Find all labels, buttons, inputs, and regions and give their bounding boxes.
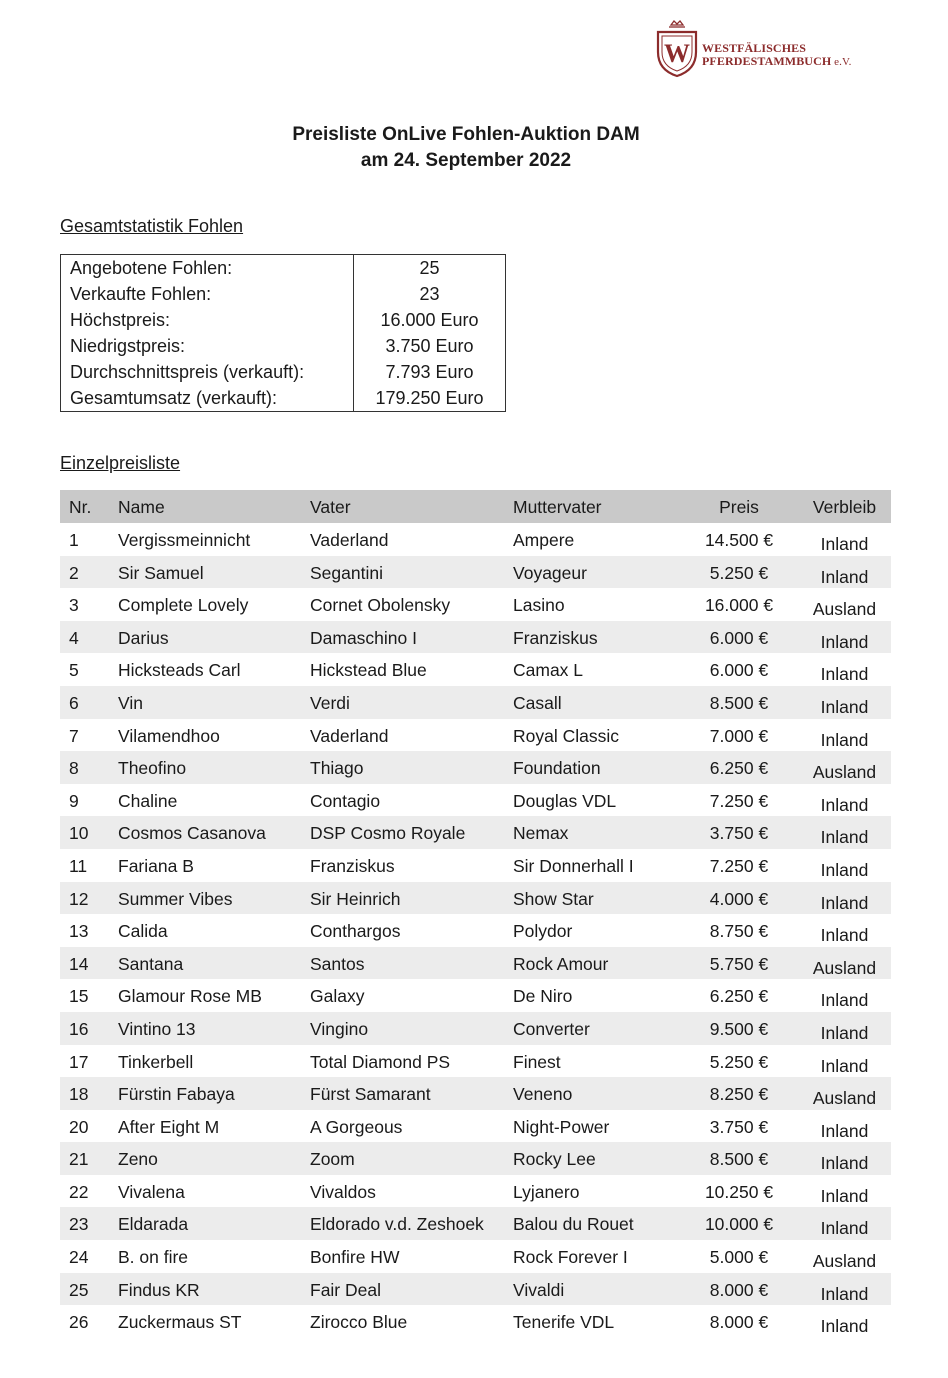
cell-preis: 6.000 € bbox=[709, 660, 769, 681]
col-verbleib: Verbleib bbox=[812, 497, 877, 517]
cell-verbleib: Inland bbox=[820, 1218, 869, 1239]
cell-verbleib: Inland bbox=[820, 1120, 869, 1141]
cell-verbleib: Inland bbox=[820, 827, 869, 848]
cell-name: Calida bbox=[118, 921, 168, 942]
cell-nr: 6 bbox=[69, 692, 79, 713]
cell-preis: 16.000 € bbox=[704, 595, 774, 616]
cell-preis: 8.000 € bbox=[709, 1312, 769, 1333]
cell-name: Vivalena bbox=[118, 1181, 185, 1202]
cell-name: Vintino 13 bbox=[118, 1018, 196, 1039]
table-row bbox=[60, 816, 891, 849]
table-row bbox=[60, 1142, 891, 1175]
table-row bbox=[60, 1077, 891, 1110]
stats-value: 25 bbox=[419, 258, 440, 278]
cell-name: Hicksteads Carl bbox=[118, 660, 241, 681]
cell-verbleib: Inland bbox=[820, 729, 869, 750]
cell-name: Vin bbox=[118, 692, 143, 713]
cell-preis: 10.250 € bbox=[704, 1181, 774, 1202]
cell-muttervater: Show Star bbox=[513, 888, 594, 909]
table-row bbox=[60, 1305, 891, 1338]
price-table bbox=[60, 490, 891, 1338]
cell-vater: Segantini bbox=[310, 562, 383, 583]
logo-line1: WESTFÄLISCHES bbox=[702, 41, 807, 55]
table-row bbox=[60, 1240, 891, 1273]
stats-row bbox=[61, 281, 506, 307]
cell-name: Summer Vibes bbox=[118, 888, 233, 909]
col-preis: Preis bbox=[719, 497, 759, 517]
cell-muttervater: Rock Amour bbox=[513, 953, 609, 974]
cell-muttervater: Lasino bbox=[513, 595, 565, 616]
cell-name: Cosmos Casanova bbox=[118, 823, 266, 844]
cell-verbleib: Inland bbox=[820, 1022, 869, 1043]
cell-nr: 16 bbox=[69, 1018, 89, 1039]
cell-verbleib: Inland bbox=[820, 990, 869, 1011]
cell-verbleib: Inland bbox=[820, 1283, 869, 1304]
table-row bbox=[60, 1045, 891, 1078]
cell-vater: DSP Cosmo Royale bbox=[310, 823, 466, 844]
cell-nr: 10 bbox=[69, 823, 89, 844]
cell-verbleib: Inland bbox=[820, 1055, 869, 1076]
cell-nr: 5 bbox=[69, 660, 79, 681]
stats-value: 3.750 Euro bbox=[385, 336, 474, 356]
table-row bbox=[60, 784, 891, 817]
cell-muttervater: Casall bbox=[513, 692, 562, 713]
cell-nr: 18 bbox=[69, 1084, 89, 1105]
table-row bbox=[60, 523, 891, 556]
cell-preis: 7.000 € bbox=[709, 725, 769, 746]
cell-muttervater: Polydor bbox=[513, 921, 573, 942]
cell-muttervater: Lyjanero bbox=[513, 1181, 580, 1202]
cell-preis: 7.250 € bbox=[709, 790, 769, 811]
cell-muttervater: Night-Power bbox=[513, 1116, 610, 1137]
cell-nr: 4 bbox=[69, 627, 79, 648]
cell-nr: 8 bbox=[69, 758, 79, 779]
cell-muttervater: Tenerife VDL bbox=[513, 1312, 615, 1333]
cell-name: Eldarada bbox=[118, 1214, 189, 1235]
col-vater: Vater bbox=[310, 497, 351, 517]
logo-line2-suffix: e.V. bbox=[831, 56, 852, 68]
cell-preis: 5.250 € bbox=[709, 1051, 769, 1072]
cell-vater: Cornet Obolensky bbox=[310, 595, 451, 616]
cell-vater: Bonfire HW bbox=[310, 1247, 400, 1268]
stats-value: 7.793 Euro bbox=[385, 362, 474, 382]
cell-vater: Thiago bbox=[310, 758, 364, 779]
cell-nr: 17 bbox=[69, 1051, 89, 1072]
cell-vater: Eldorado v.d. Zeshoek bbox=[310, 1214, 484, 1235]
cell-vater: Conthargos bbox=[310, 921, 401, 942]
cell-name: Glamour Rose MB bbox=[118, 986, 262, 1007]
cell-vater: Vaderland bbox=[310, 530, 389, 550]
stats-label: Gesamtumsatz (verkauft): bbox=[61, 385, 354, 412]
cell-muttervater: De Niro bbox=[513, 986, 573, 1007]
stats-row bbox=[61, 333, 506, 359]
cell-vater: Contagio bbox=[310, 790, 381, 811]
cell-verbleib: Inland bbox=[820, 892, 869, 913]
cell-muttervater: Douglas VDL bbox=[513, 790, 617, 811]
cell-nr: 25 bbox=[69, 1279, 89, 1300]
cell-nr: 13 bbox=[69, 921, 89, 942]
table-row bbox=[60, 914, 891, 947]
cell-name: Vilamendhoo bbox=[118, 725, 220, 746]
cell-muttervater: Nemax bbox=[513, 823, 569, 844]
pricelist-heading: Einzelpreisliste bbox=[60, 453, 181, 473]
cell-name: Chaline bbox=[118, 790, 178, 811]
cell-nr: 23 bbox=[69, 1214, 89, 1235]
table-row bbox=[60, 1012, 891, 1045]
cell-nr: 26 bbox=[69, 1312, 89, 1333]
stats-value: 179.250 Euro bbox=[375, 388, 484, 408]
cell-nr: 15 bbox=[69, 986, 89, 1007]
cell-verbleib: Ausland bbox=[812, 599, 877, 620]
cell-name: Complete Lovely bbox=[118, 595, 249, 616]
cell-preis: 5.250 € bbox=[709, 562, 769, 583]
cell-vater: Vivaldos bbox=[310, 1181, 376, 1202]
cell-verbleib: Inland bbox=[820, 1185, 869, 1206]
cell-verbleib: Inland bbox=[820, 664, 869, 685]
cell-preis: 6.250 € bbox=[709, 986, 769, 1007]
table-row bbox=[60, 1175, 891, 1208]
cell-nr: 3 bbox=[69, 595, 79, 616]
table-row bbox=[60, 882, 891, 915]
cell-preis: 5.750 € bbox=[709, 953, 769, 974]
cell-preis: 8.500 € bbox=[709, 692, 769, 713]
cell-name: Vergissmeinnicht bbox=[118, 530, 251, 550]
page-subtitle: am 24. September 2022 bbox=[360, 150, 572, 171]
cell-preis: 3.750 € bbox=[709, 823, 769, 844]
cell-vater: Galaxy bbox=[310, 986, 365, 1007]
cell-preis: 6.250 € bbox=[709, 758, 769, 779]
cell-preis: 8.750 € bbox=[709, 921, 769, 942]
cell-verbleib: Inland bbox=[820, 925, 869, 946]
cell-name: Zeno bbox=[118, 1149, 158, 1170]
cell-verbleib: Inland bbox=[820, 1316, 869, 1337]
table-row bbox=[60, 588, 891, 621]
cell-verbleib: Inland bbox=[820, 696, 869, 717]
cell-vater: Verdi bbox=[310, 692, 350, 713]
cell-preis: 4.000 € bbox=[709, 888, 769, 909]
stats-row bbox=[61, 307, 506, 333]
cell-nr: 14 bbox=[69, 953, 89, 974]
cell-name: Findus KR bbox=[118, 1279, 200, 1300]
cell-verbleib: Ausland bbox=[812, 1088, 877, 1109]
cell-nr: 12 bbox=[69, 888, 89, 909]
cell-nr: 9 bbox=[69, 790, 79, 811]
cell-nr: 7 bbox=[69, 725, 79, 746]
cell-muttervater: Rocky Lee bbox=[513, 1149, 596, 1170]
col-muttervater: Muttervater bbox=[513, 497, 602, 517]
cell-vater: Fürst Samarant bbox=[310, 1084, 431, 1105]
cell-nr: 2 bbox=[69, 562, 79, 583]
stats-table bbox=[60, 254, 506, 412]
cell-vater: Zoom bbox=[310, 1149, 355, 1170]
table-row bbox=[60, 947, 891, 980]
cell-muttervater: Rock Forever I bbox=[513, 1247, 628, 1268]
cell-muttervater: Veneno bbox=[513, 1084, 573, 1105]
cell-name: Darius bbox=[118, 627, 169, 648]
cell-preis: 8.500 € bbox=[709, 1149, 769, 1170]
cell-verbleib: Inland bbox=[820, 859, 869, 880]
cell-name: After Eight M bbox=[118, 1116, 220, 1137]
cell-muttervater: Sir Donnerhall I bbox=[513, 855, 634, 876]
cell-verbleib: Inland bbox=[820, 566, 869, 587]
cell-preis: 6.000 € bbox=[709, 627, 769, 648]
cell-nr: 24 bbox=[69, 1247, 89, 1268]
cell-muttervater: Foundation bbox=[513, 758, 601, 779]
cell-nr: 11 bbox=[69, 855, 88, 876]
cell-name: Santana bbox=[118, 953, 184, 974]
cell-name: Theofino bbox=[118, 758, 187, 779]
cell-preis: 8.000 € bbox=[709, 1279, 769, 1300]
cell-muttervater: Voyageur bbox=[513, 562, 587, 583]
stats-row bbox=[61, 255, 506, 282]
table-row bbox=[60, 1273, 891, 1306]
stats-value: 23 bbox=[419, 284, 440, 304]
price-table-header bbox=[60, 490, 891, 523]
shield-icon bbox=[655, 18, 699, 78]
logo-text bbox=[702, 42, 851, 69]
cell-vater: A Gorgeous bbox=[310, 1116, 403, 1137]
cell-name: Fürstin Fabaya bbox=[118, 1084, 235, 1105]
table-row bbox=[60, 719, 891, 752]
stats-value: 16.000 Euro bbox=[380, 310, 479, 330]
cell-preis: 8.250 € bbox=[709, 1084, 769, 1105]
cell-muttervater: Royal Classic bbox=[513, 725, 619, 746]
logo-line2: PFERDESTAMMBUCH bbox=[702, 54, 832, 68]
cell-name: B. on fire bbox=[118, 1247, 189, 1268]
cell-preis: 10.000 € bbox=[704, 1214, 774, 1235]
cell-verbleib: Inland bbox=[820, 794, 869, 815]
cell-vater: Damaschino I bbox=[310, 627, 417, 648]
col-nr: Nr. bbox=[69, 497, 92, 517]
cell-muttervater: Balou du Rouet bbox=[513, 1214, 634, 1235]
table-row bbox=[60, 1110, 891, 1143]
cell-vater: Sir Heinrich bbox=[310, 888, 401, 909]
stats-label: Verkaufte Fohlen: bbox=[61, 281, 354, 307]
stats-label: Höchstpreis: bbox=[61, 307, 354, 333]
cell-name: Fariana B bbox=[118, 855, 194, 876]
table-row bbox=[60, 979, 891, 1012]
cell-preis: 14.500 € bbox=[704, 530, 774, 550]
cell-nr: 20 bbox=[69, 1116, 89, 1137]
cell-vater: Vaderland bbox=[310, 725, 389, 746]
cell-verbleib: Ausland bbox=[812, 1251, 877, 1272]
cell-vater: Franziskus bbox=[310, 855, 395, 876]
col-name: Name bbox=[118, 497, 165, 517]
cell-muttervater: Vivaldi bbox=[513, 1279, 565, 1300]
cell-vater: Fair Deal bbox=[310, 1279, 381, 1300]
cell-name: Zuckermaus ST bbox=[118, 1312, 242, 1333]
cell-name: Sir Samuel bbox=[118, 562, 204, 583]
table-row bbox=[60, 849, 891, 882]
cell-vater: Vingino bbox=[310, 1018, 369, 1039]
cell-preis: 9.500 € bbox=[709, 1018, 769, 1039]
stats-row bbox=[61, 359, 506, 385]
logo-letter: W bbox=[664, 39, 690, 68]
cell-nr: 21 bbox=[69, 1149, 89, 1170]
cell-verbleib: Inland bbox=[820, 1153, 869, 1174]
cell-muttervater: Ampere bbox=[513, 530, 575, 550]
logo bbox=[655, 18, 885, 80]
stats-row bbox=[61, 385, 506, 412]
table-row bbox=[60, 556, 891, 589]
cell-nr: 22 bbox=[69, 1181, 89, 1202]
table-row bbox=[60, 653, 891, 686]
stats-label: Angebotene Fohlen: bbox=[61, 255, 354, 282]
cell-name: Tinkerbell bbox=[118, 1051, 194, 1072]
table-row bbox=[60, 621, 891, 654]
cell-preis: 5.000 € bbox=[709, 1247, 769, 1268]
stats-heading: Gesamtstatistik Fohlen bbox=[60, 216, 244, 236]
cell-muttervater: Converter bbox=[513, 1018, 590, 1039]
cell-preis: 7.250 € bbox=[709, 855, 769, 876]
cell-nr: 1 bbox=[69, 530, 79, 550]
stats-label: Durchschnittspreis (verkauft): bbox=[61, 359, 354, 385]
cell-preis: 3.750 € bbox=[709, 1116, 769, 1137]
cell-vater: Hickstead Blue bbox=[310, 660, 427, 681]
cell-verbleib: Inland bbox=[820, 534, 869, 554]
stats-label: Niedrigstpreis: bbox=[61, 333, 354, 359]
table-row bbox=[60, 686, 891, 719]
table-row bbox=[60, 751, 891, 784]
cell-muttervater: Finest bbox=[513, 1051, 561, 1072]
cell-verbleib: Inland bbox=[820, 631, 869, 652]
cell-muttervater: Camax L bbox=[513, 660, 584, 681]
cell-verbleib: Ausland bbox=[812, 762, 877, 783]
cell-vater: Santos bbox=[310, 953, 365, 974]
cell-vater: Zirocco Blue bbox=[310, 1312, 408, 1333]
cell-muttervater: Franziskus bbox=[513, 627, 598, 648]
page-title: Preisliste OnLive Fohlen-Auktion DAM bbox=[292, 124, 640, 145]
cell-vater: Total Diamond PS bbox=[310, 1051, 451, 1072]
cell-verbleib: Ausland bbox=[812, 957, 877, 978]
table-row bbox=[60, 1207, 891, 1240]
